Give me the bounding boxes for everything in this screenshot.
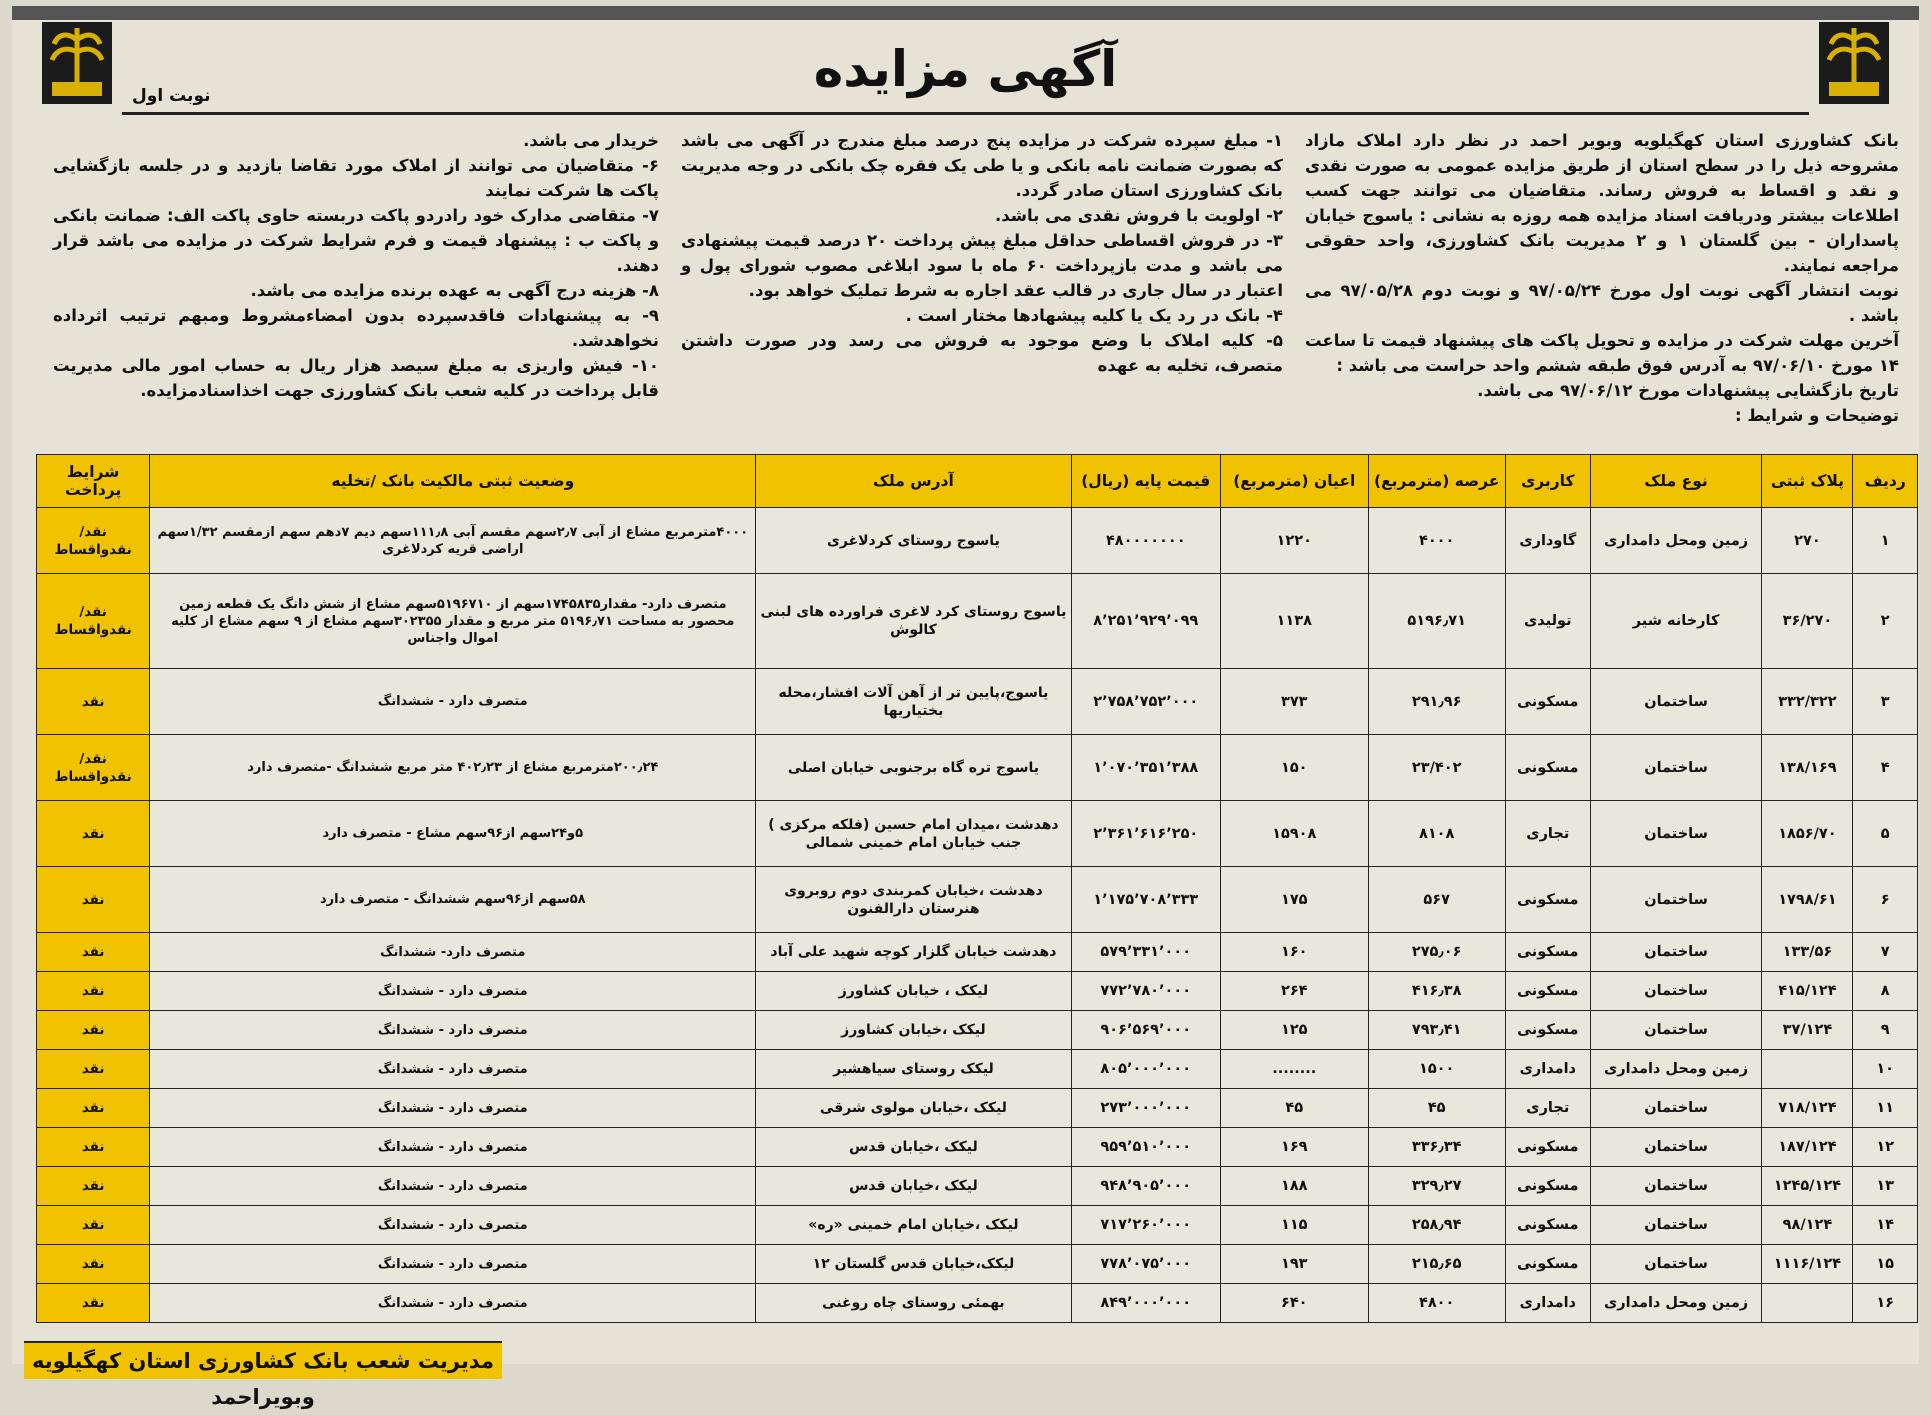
- condition-item: ۵- کلیه املاک با وضع موجود به فروش می رسد ودر صورت داشتن متصرف، تخلیه به عهده: [681, 331, 1283, 375]
- payment-terms-cell: نقد/نقدواقساط: [37, 735, 150, 801]
- row-number-cell: ۸: [1853, 972, 1918, 1011]
- base-price-cell: ۹۰۶٬۵۶۹٬۰۰۰: [1071, 1011, 1221, 1050]
- building-area-cell: ۱۵۹۰۸: [1221, 801, 1368, 867]
- usage-cell: مسکونی: [1505, 1167, 1590, 1206]
- column-header: ردیف: [1853, 455, 1918, 508]
- table-body: [37, 508, 1918, 1323]
- ownership-status-cell: متصرف دارد - ششدانگ: [150, 669, 756, 735]
- base-price-cell: ۹۴۸٬۹۰۵٬۰۰۰: [1071, 1167, 1221, 1206]
- base-price-cell: ۸۰۵٬۰۰۰٬۰۰۰: [1071, 1050, 1221, 1089]
- top-border: [12, 6, 1919, 20]
- table-row: [37, 1167, 1918, 1206]
- row-number-cell: ۹: [1853, 1011, 1918, 1050]
- plate-number-cell: [1762, 1050, 1853, 1089]
- row-number-cell: ۱۲: [1853, 1128, 1918, 1167]
- row-number-cell: ۱: [1853, 508, 1918, 574]
- payment-terms-cell: نقد: [37, 1050, 150, 1089]
- building-area-cell: ۲۶۴: [1221, 972, 1368, 1011]
- land-area-cell: ۴۸۰۰: [1368, 1284, 1505, 1323]
- payment-terms-cell: نقد: [37, 1128, 150, 1167]
- row-number-cell: ۳: [1853, 669, 1918, 735]
- row-number-cell: ۵: [1853, 801, 1918, 867]
- newspaper-page: [12, 6, 1919, 1409]
- base-price-cell: ۹۵۹٬۵۱۰٬۰۰۰: [1071, 1128, 1221, 1167]
- property-type-cell: ساختمان: [1590, 1128, 1762, 1167]
- condition-item: ۶- متقاضیان می توانند از املاک مورد تقاضا بازدید و در جلسه بازگشایی پاکت ها شرکت نمایند: [53, 156, 659, 200]
- property-type-cell: ساختمان: [1590, 1167, 1762, 1206]
- land-area-cell: ۱۵۰۰: [1368, 1050, 1505, 1089]
- condition-item: ۸- هزینه درج آگهی به عهده برنده مزایده می باشد.: [250, 281, 659, 300]
- intro-paragraph: نوبت انتشار آگهی نوبت اول مورخ ۹۷/۰۵/۲۴ و نوبت دوم ۹۷/۰۵/۲۸ می باشد .: [1305, 281, 1899, 325]
- intro-columns: [32, 128, 1899, 438]
- row-number-cell: ۱۵: [1853, 1245, 1918, 1284]
- usage-cell: دامداری: [1505, 1284, 1590, 1323]
- ownership-status-cell: ۵۸سهم از۹۶سهم ششدانگ - متصرف دارد: [150, 867, 756, 933]
- intro-paragraph: توضیحات و شرایط :: [1735, 406, 1899, 425]
- base-price-cell: ۲٬۳۶۱٬۶۱۶٬۲۵۰: [1071, 801, 1221, 867]
- property-address-cell: لیکک،خیابان قدس گلستان ۱۲: [756, 1245, 1071, 1284]
- payment-terms-cell: نقد: [37, 801, 150, 867]
- ownership-status-cell: متصرف دارد - ششدانگ: [150, 1206, 756, 1245]
- building-area-cell: ۱۷۵: [1221, 867, 1368, 933]
- building-area-cell: ۱۲۵: [1221, 1011, 1368, 1050]
- table-header-row: [37, 455, 1918, 508]
- usage-cell: مسکونی: [1505, 669, 1590, 735]
- payment-terms-cell: نقد: [37, 1089, 150, 1128]
- row-number-cell: ۷: [1853, 933, 1918, 972]
- land-area-cell: ۲۵۸٫۹۴: [1368, 1206, 1505, 1245]
- table-row: [37, 574, 1918, 669]
- table-row: [37, 1089, 1918, 1128]
- building-area-cell: ۱۶۰: [1221, 933, 1368, 972]
- property-address-cell: لیکک ،خیابان قدس: [756, 1167, 1071, 1206]
- table-row: [37, 972, 1918, 1011]
- plate-number-cell: ۱۷۹۸/۶۱: [1762, 867, 1853, 933]
- intro-paragraph: تاریخ بازگشایی پیشنهادات مورخ ۹۷/۰۶/۱۲ می باشد.: [1477, 381, 1899, 400]
- building-area-cell: ۱۱۵: [1221, 1206, 1368, 1245]
- property-type-cell: کارخانه شیر: [1590, 574, 1762, 669]
- column-header: شرایط پرداخت: [37, 455, 150, 508]
- column-header: قیمت پایه (ریال): [1071, 455, 1221, 508]
- row-number-cell: ۶: [1853, 867, 1918, 933]
- ownership-status-cell: متصرف دارد - ششدانگ: [150, 1284, 756, 1323]
- usage-cell: مسکونی: [1505, 867, 1590, 933]
- building-area-cell: ۱۸۸: [1221, 1167, 1368, 1206]
- base-price-cell: ۸٬۲۵۱٬۹۲۹٬۰۹۹: [1071, 574, 1221, 669]
- property-type-cell: ساختمان: [1590, 867, 1762, 933]
- condition-item: ۴- بانک در رد یک یا کلیه پیشهادها مختار است .: [905, 306, 1283, 325]
- table-row: [37, 1206, 1918, 1245]
- condition-item: ۹- به پیشنهادات فاقدسپرده بدون امضاءمشروط ومبهم ترتیب اثرداده نخواهدشد.: [53, 306, 659, 350]
- property-address-cell: دهدشت ،خیابان کمربندی دوم روبروی هنرستان دارالفنون: [756, 867, 1071, 933]
- building-area-cell: ۳۷۳: [1221, 669, 1368, 735]
- property-address-cell: یاسوج،پایین تر از آهن آلات افشار،محله بختیاریها: [756, 669, 1071, 735]
- property-address-cell: لیکک روستای سیاهشیر: [756, 1050, 1071, 1089]
- ownership-status-cell: متصرف دارد - ششدانگ: [150, 1245, 756, 1284]
- column-header: عرصه (مترمربع): [1368, 455, 1505, 508]
- row-number-cell: ۱۳: [1853, 1167, 1918, 1206]
- base-price-cell: ۵۷۹٬۳۳۱٬۰۰۰: [1071, 933, 1221, 972]
- condition-item: ۱- مبلغ سپرده شرکت در مزایده پنج درصد مبلغ مندرج در آگهی می باشد که بصورت ضمانت نامه بانکی و یا طی یک فقره چک بانکی در وجه مدیریت بانک کشاورزی استان صادر گردد.: [681, 131, 1283, 200]
- row-number-cell: ۲: [1853, 574, 1918, 669]
- usage-cell: دامداری: [1505, 1050, 1590, 1089]
- base-price-cell: ۴۸۰۰۰۰۰۰۰: [1071, 508, 1221, 574]
- ownership-status-cell: ۲۰۰٫۲۴مترمربع مشاع از ۴۰۲٫۲۳ متر مربع ششدانگ -متصرف دارد: [150, 735, 756, 801]
- land-area-cell: ۴۱۶٫۳۸: [1368, 972, 1505, 1011]
- usage-cell: گاوداری: [1505, 508, 1590, 574]
- building-area-cell: ........: [1221, 1050, 1368, 1089]
- column-header: کاربری: [1505, 455, 1590, 508]
- property-type-cell: زمین ومحل دامداری: [1590, 1050, 1762, 1089]
- land-area-cell: ۵۱۹۶٫۷۱: [1368, 574, 1505, 669]
- property-address-cell: یاسوج تره گاه برجنوبی خیابان اصلی: [756, 735, 1071, 801]
- row-number-cell: ۱۶: [1853, 1284, 1918, 1323]
- land-area-cell: ۳۳۶٫۳۴: [1368, 1128, 1505, 1167]
- property-type-cell: ساختمان: [1590, 1245, 1762, 1284]
- title-divider: [122, 112, 1809, 115]
- payment-terms-cell: نقد/نقدواقساط: [37, 574, 150, 669]
- usage-cell: مسکونی: [1505, 1245, 1590, 1284]
- land-area-cell: ۲۷۵٫۰۶: [1368, 933, 1505, 972]
- payment-terms-cell: نقد: [37, 1245, 150, 1284]
- row-number-cell: ۱۴: [1853, 1206, 1918, 1245]
- table-row: [37, 1284, 1918, 1323]
- usage-cell: مسکونی: [1505, 735, 1590, 801]
- properties-table: [36, 454, 1918, 1323]
- land-area-cell: ۵۶۷: [1368, 867, 1505, 933]
- table-row: [37, 801, 1918, 867]
- building-area-cell: ۱۱۳۸: [1221, 574, 1368, 669]
- ownership-status-cell: متصرف دارد - ششدانگ: [150, 1167, 756, 1206]
- base-price-cell: ۱٬۰۷۰٬۳۵۱٬۳۸۸: [1071, 735, 1221, 801]
- property-address-cell: لیکک ،خیابان کشاورز: [756, 1011, 1071, 1050]
- usage-cell: تجاری: [1505, 801, 1590, 867]
- base-price-cell: ۸۴۹٬۰۰۰٬۰۰۰: [1071, 1284, 1221, 1323]
- property-address-cell: بهمئی روستای چاه روغنی: [756, 1284, 1071, 1323]
- table-row: [37, 1245, 1918, 1284]
- building-area-cell: ۱۲۲۰: [1221, 508, 1368, 574]
- property-address-cell: لیکک ،خیابان امام خمینی «ره»: [756, 1206, 1071, 1245]
- column-header: اعیان (مترمربع): [1221, 455, 1368, 508]
- condition-item: ۳- در فروش اقساطی حداقل مبلغ پیش پرداخت ۲۰ درصد قیمت پیشنهادی می باشد و مدت بازپرداخت ۶۰ ماه با سود ابلاغی مصوب شورای پول و اعتبار در سال جاری در قالب عقد اجاره به شرط تملیک خواهد بود.: [681, 231, 1283, 300]
- payment-terms-cell: نقد: [37, 1206, 150, 1245]
- intro-column-2: [681, 128, 1283, 378]
- payment-terms-cell: نقد: [37, 669, 150, 735]
- usage-cell: تولیدی: [1505, 574, 1590, 669]
- table-row: [37, 933, 1918, 972]
- plate-number-cell: ۴۱۵/۱۲۴: [1762, 972, 1853, 1011]
- condition-item: ۷- متقاضی مدارک خود رادردو پاکت دربسته حاوی پاکت الف: ضمانت بانکی و پاکت ب : پیشنهاد قیمت و فرم شرایط شرکت در مزایده می باشد قرار دهند.: [53, 206, 659, 275]
- payment-terms-cell: نقد: [37, 1167, 150, 1206]
- ownership-status-cell: متصرف دارد - ششدانگ: [150, 1011, 756, 1050]
- intro-column-3: [53, 128, 659, 403]
- page-title: آگهی مزایده: [813, 40, 1118, 98]
- base-price-cell: ۷۷۲٬۷۸۰٬۰۰۰: [1071, 972, 1221, 1011]
- land-area-cell: ۴۰۰۰: [1368, 508, 1505, 574]
- plate-number-cell: ۳۶/۲۷۰: [1762, 574, 1853, 669]
- base-price-cell: ۷۱۷٬۲۶۰٬۰۰۰: [1071, 1206, 1221, 1245]
- plate-number-cell: ۱۳۸/۱۶۹: [1762, 735, 1853, 801]
- column-header: آدرس ملک: [756, 455, 1071, 508]
- plate-number-cell: ۲۷۰: [1762, 508, 1853, 574]
- ownership-status-cell: ۵و۲۴سهم از۹۶سهم مشاع - متصرف دارد: [150, 801, 756, 867]
- base-price-cell: ۷۷۸٬۰۷۵٬۰۰۰: [1071, 1245, 1221, 1284]
- property-type-cell: ساختمان: [1590, 972, 1762, 1011]
- plate-number-cell: ۱۳۳/۵۶: [1762, 933, 1853, 972]
- property-address-cell: لیکک ،خیابان قدس: [756, 1128, 1071, 1167]
- column-header: پلاک ثبتی: [1762, 455, 1853, 508]
- table-row: [37, 735, 1918, 801]
- table-row: [37, 1011, 1918, 1050]
- column-header: وضعیت ثبتی مالکیت بانک /تخلیه: [150, 455, 756, 508]
- plate-number-cell: ۳۷/۱۲۴: [1762, 1011, 1853, 1050]
- plate-number-cell: ۱۸۵۶/۷۰: [1762, 801, 1853, 867]
- column-header: نوع ملک: [1590, 455, 1762, 508]
- ownership-status-cell: متصرف دارد- ششدانگ: [150, 933, 756, 972]
- footer-banner: مدیریت شعب بانک کشاورزی استان کهگیلویه وبویراحمد: [24, 1341, 502, 1379]
- property-type-cell: ساختمان: [1590, 933, 1762, 972]
- property-type-cell: ساختمان: [1590, 1089, 1762, 1128]
- usage-cell: مسکونی: [1505, 1128, 1590, 1167]
- property-address-cell: دهدشت خیابان گلزار کوچه شهید علی آباد: [756, 933, 1071, 972]
- property-type-cell: ساختمان: [1590, 801, 1762, 867]
- ownership-status-cell: متصرف دارد - ششدانگ: [150, 972, 756, 1011]
- row-number-cell: ۴: [1853, 735, 1918, 801]
- ownership-status-cell: متصرف دارد - ششدانگ: [150, 1089, 756, 1128]
- plate-number-cell: ۷۱۸/۱۲۴: [1762, 1089, 1853, 1128]
- property-address-cell: یاسوج روستای کرد لاغری فراورده های لبنی کالوش: [756, 574, 1071, 669]
- usage-cell: مسکونی: [1505, 972, 1590, 1011]
- property-address-cell: دهدشت ،میدان امام حسین (فلکه مرکزی ) جنب خیابان امام خمینی شمالی: [756, 801, 1071, 867]
- ownership-status-cell: متصرف دارد - ششدانگ: [150, 1050, 756, 1089]
- payment-terms-cell: نقد/نقدواقساط: [37, 508, 150, 574]
- condition-item: خریدار می باشد.: [523, 131, 659, 150]
- payment-terms-cell: نقد: [37, 867, 150, 933]
- ownership-status-cell: متصرف دارد- مقدار۱۷۴۵۸۳۵سهم از ۵۱۹۶۷۱۰سهم مشاع از شش دانگ یک قطعه زمین محصور به مساحت ۵۱۹۶٫۷۱ متر مربع و مقدار ۳۰۲۳۵۵سهم مشاع از ۹ سهم مشاع از کلیه اموال واجناس: [150, 574, 756, 669]
- property-address-cell: لیکک ،خیابان مولوی شرقی: [756, 1089, 1071, 1128]
- property-type-cell: ساختمان: [1590, 1011, 1762, 1050]
- plate-number-cell: ۹۸/۱۲۴: [1762, 1206, 1853, 1245]
- building-area-cell: ۱۹۳: [1221, 1245, 1368, 1284]
- payment-terms-cell: نقد: [37, 933, 150, 972]
- table-row: [37, 1128, 1918, 1167]
- property-address-cell: یاسوج روستای کردلاغری: [756, 508, 1071, 574]
- land-area-cell: ۳۲۹٫۲۷: [1368, 1167, 1505, 1206]
- base-price-cell: ۲۷۳٬۰۰۰٬۰۰۰: [1071, 1089, 1221, 1128]
- property-type-cell: زمین ومحل دامداری: [1590, 508, 1762, 574]
- usage-cell: مسکونی: [1505, 933, 1590, 972]
- plate-number-cell: ۱۲۴۵/۱۲۴: [1762, 1167, 1853, 1206]
- usage-cell: تجاری: [1505, 1089, 1590, 1128]
- property-type-cell: زمین ومحل دامداری: [1590, 1284, 1762, 1323]
- condition-item: ۱۰- فیش واریزی به مبلغ سیصد هزار ریال به حساب امور مالی مدیریت قابل پرداخت در کلیه شعب بانک کشاورزی جهت اخذاسنادمزایده.: [53, 356, 659, 400]
- usage-cell: مسکونی: [1505, 1206, 1590, 1245]
- publication-round: نوبت اول: [132, 86, 211, 106]
- building-area-cell: ۱۵۰: [1221, 735, 1368, 801]
- table-row: [37, 1050, 1918, 1089]
- intro-column-1: [1305, 128, 1899, 428]
- payment-terms-cell: نقد: [37, 1011, 150, 1050]
- intro-paragraph: بانک کشاورزی استان کهگیلویه وبویر احمد در نظر دارد املاک مازاد مشروحه ذیل را در سطح استان از طریق مزایده عمومی به صورت نقدی و نقد و اقساط به فروش رساند. متقاضیان می توانند جهت کسب اطلاعات بیشتر ودریافت اسناد مزایده همه روزه به نشانی : یاسوج خیابان پاسداران - بین گلستان ۱ و ۲ مدیریت بانک کشاورزی، واحد حقوقی مراجعه نمایند.: [1305, 131, 1900, 275]
- base-price-cell: ۱٬۱۷۵٬۷۰۸٬۳۳۳: [1071, 867, 1221, 933]
- usage-cell: مسکونی: [1505, 1011, 1590, 1050]
- building-area-cell: ۱۶۹: [1221, 1128, 1368, 1167]
- building-area-cell: ۶۴۰: [1221, 1284, 1368, 1323]
- plate-number-cell: ۱۸۷/۱۲۴: [1762, 1128, 1853, 1167]
- row-number-cell: ۱۱: [1853, 1089, 1918, 1128]
- ownership-status-cell: ۴۰۰۰مترمربع مشاع از آبی ۲٫۷سهم مقسم آبی ۱۱۱٫۸سهم دیم ۷دهم سهم ازمقسم ۱/۳۲سهم اراضی قریه کردلاغری: [150, 508, 756, 574]
- property-address-cell: لیکک ، خیابان کشاورز: [756, 972, 1071, 1011]
- land-area-cell: ۲۱۵٫۶۵: [1368, 1245, 1505, 1284]
- table-row: [37, 669, 1918, 735]
- plate-number-cell: [1762, 1284, 1853, 1323]
- base-price-cell: ۲٬۷۵۸٬۷۵۲٬۰۰۰: [1071, 669, 1221, 735]
- land-area-cell: ۲۳/۴۰۲: [1368, 735, 1505, 801]
- plate-number-cell: ۱۱۱۶/۱۲۴: [1762, 1245, 1853, 1284]
- land-area-cell: ۲۹۱٫۹۶: [1368, 669, 1505, 735]
- payment-terms-cell: نقد: [37, 972, 150, 1011]
- ownership-status-cell: متصرف دارد - ششدانگ: [150, 1128, 756, 1167]
- row-number-cell: ۱۰: [1853, 1050, 1918, 1089]
- land-area-cell: ۷۹۳٫۴۱: [1368, 1011, 1505, 1050]
- condition-item: ۲- اولویت با فروش نقدی می باشد.: [994, 206, 1283, 225]
- plate-number-cell: ۳۳۲/۳۲۲: [1762, 669, 1853, 735]
- property-type-cell: ساختمان: [1590, 1206, 1762, 1245]
- building-area-cell: ۴۵: [1221, 1089, 1368, 1128]
- table-row: [37, 867, 1918, 933]
- intro-paragraph: آخرین مهلت شرکت در مزایده و تحویل پاکت های پیشنهاد قیمت تا ساعت ۱۴ مورخ ۹۷/۰۶/۱۰ به آدرس فوق طبقه ششم واحد حراست می باشد :: [1305, 331, 1899, 375]
- land-area-cell: ۸۱۰۸: [1368, 801, 1505, 867]
- payment-terms-cell: نقد: [37, 1284, 150, 1323]
- land-area-cell: ۴۵: [1368, 1089, 1505, 1128]
- property-type-cell: ساختمان: [1590, 669, 1762, 735]
- property-type-cell: ساختمان: [1590, 735, 1762, 801]
- table-row: [37, 508, 1918, 574]
